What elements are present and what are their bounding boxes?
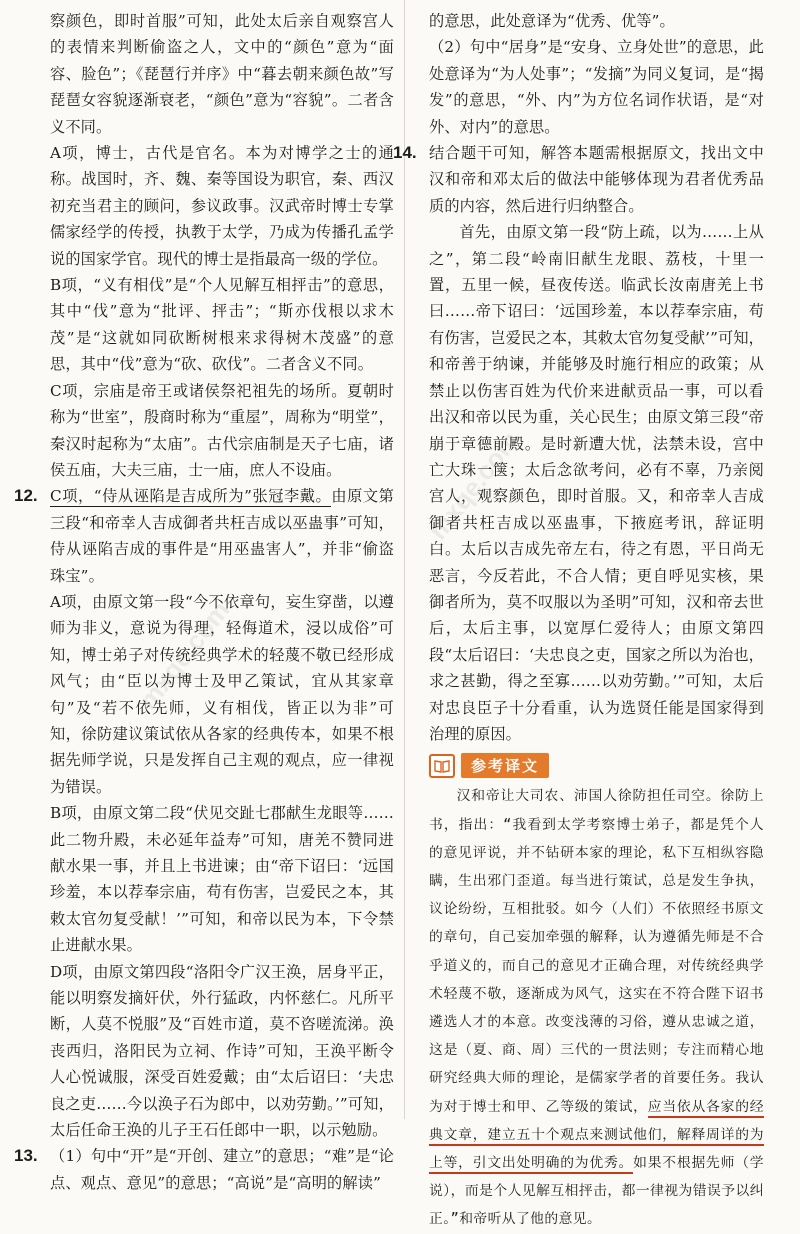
paragraph: A项，博士，古代是官名。本为对博学之士的通称。战国时，齐、魏、秦等国设为职官，秦、西汉初充当君主的顾问，参议政事。汉武帝时博士专掌儒家经学的传授，执教于太学，乃成为传播孔孟学说的国家学官。现代的博士是指最高一级的学位。: [50, 144, 394, 268]
question-13: [14, 1143, 394, 1196]
book-icon-svg: [434, 759, 450, 773]
paragraph: （2）句中“居身”是“安身、立身处世”的意思，此处意译为“为人处事”；“发摘”为同义复词，是“揭发”的意思，“外、内”为方位名词作状语，是“对外、对内”的意思。: [429, 38, 764, 136]
paragraph: 察颜色，即时首服”可知，此处太后亲自观察宫人的表情来判断偷盗之人，文中的“颜色”意为“面容、脸色”；《琵琶行并序》中“暮去朝来颜色故”写琵琶女容貌逐渐衰老，“颜色”意为“容貌”。二者含义不同。: [50, 12, 394, 136]
paragraph: B项，“义有相伐”是“个人见解互相抨击”的意思，其中“伐”意为“批评、抨击”；“斯亦伐根以求木茂”是“这就如同砍断树根来求得树木茂盛”的意思，其中“伐”意为“砍、砍伐”。二者含义不同。: [50, 276, 394, 374]
paragraph: B项，由原文第二段“伏见交趾七郡献生龙眼等……此二物升殿，未必延年益寿”可知，唐羌不赞同进献水果一事，并且上书进谏；由“帝下诏曰：‘远国珍羞，本以荐奉宗庙，苟有伤害，岂爱民之本，其敕太官勿复受献！’”可知，和帝以民为本，下令禁止进献水果。: [50, 804, 394, 955]
translation-part: 汉和帝让大司农、沛国人徐防担任司空。徐防上书，指出：“我看到太学考察博士弟子，都是凭个人的意见评说，并不钻研本家的理论，私下互相纵容隐瞒，生出邪门歪道。每当进行策试，总是发生争执，议论纷纷，互相批驳。如今（人们）不依照经书原文的章句，自己妄加牵强的解释，认为遵循先师是不合乎道义的，而自己的意见才正确合理，对传统经典学术轻蔑不敬，逐渐成为风气，这实在不符合陛下诏书遴选人才的本意。改变浅薄的习俗，遵从忠诚之道，这是（夏、商、周）三代的一贯法则；专注而精心地研究经典大师的理论，是儒家学者的首要任务。我认为对于博士和甲、乙等级的策试，: [429, 788, 764, 1115]
question-12: [14, 483, 394, 1143]
watermark: mxqe.com: [422, 425, 526, 546]
right-column: [393, 0, 800, 1228]
answer-explanation: 由原文第三段“和帝幸人吉成御者共枉吉成以巫蛊事”可知，侍从诬陷吉成的事件是“用巫蛊害人”，并非“偷盗珠宝”。: [50, 487, 394, 585]
underlined-answer: C项，“侍从诬陷是吉成所为”张冠李戴。: [50, 487, 332, 506]
question-number: 12.: [14, 486, 38, 506]
paragraph: 结合题干可知，解答本题需根据原文，找出文中汉和帝和邓太后的做法中能够体现为君者优秀品质的内容，然后进行归纳整合。: [429, 144, 764, 215]
question-number: 14.: [393, 143, 417, 163]
paragraph: [50, 483, 394, 589]
translation-label: 参考译文: [461, 753, 549, 778]
paragraph: C项，宗庙是帝王或诸侯祭祀祖先的场所。夏朝时称为“世室”，殷商时称为“重屋”，周称为“明堂”，秦汉时起称为“太庙”。古代宗庙制是天子七庙，诸侯五庙，大夫三庙，士一庙，庶人不设庙。: [50, 381, 394, 479]
watermark: mxqe.com: [132, 595, 236, 716]
paragraph: D项，由原文第四段“洛阳令广汉王涣，居身平正，能以明察发摘奸伏，外行猛政，内怀慈仁。凡所平断，人莫不悦服”及“百姓市道，莫不咨嗟流涕。涣丧西归，洛阳民为立祠、作诗”可知，王涣平断令人心悦诚服，深受百姓爱戴；由“太后诏曰：‘夫忠良之吏……今以涣子石为郎中，以劝劳勤。’”可知，太后任命王涣的儿子王石任郎中一职，以示勉励。: [50, 962, 394, 1140]
translation-part: 如果不根据先师（学说），而是个人见解互相抨击，都一律视为错误予以纠正。”和帝听从了他的意见。: [429, 1155, 764, 1228]
paragraph: A项，由原文第一段“今不依章句，妄生穿凿，以遵师为非义，意说为得理，轻侮道术，浸以成俗”可知，博士弟子对传统经典学术的轻蔑不敬已经形成风气；由“臣以为博士及甲乙策试，宜从其家章句”及“若不依先师，义有相伐，皆正以为非”可知，徐防建议策试依从各家的经典传本，如果不根据先师学说，只是发挥自己主观的观点，应一律视为错误。: [50, 592, 394, 796]
paragraph: 的意思，此处意译为“优秀、优等”。: [429, 12, 675, 30]
translation-badge: [429, 753, 549, 778]
translation-text: [429, 782, 764, 1233]
question-number: 13.: [14, 1146, 38, 1166]
book-icon: [429, 754, 455, 778]
left-column: [0, 0, 404, 1192]
paragraph: （1）句中“开”是“开创、建立”的意思；“难”是“论点、观点、意见”的意思；“高说”是“高明的解读”: [50, 1147, 394, 1192]
paragraph: 首先，由原文第一段“防上疏，以为……上从之”，第二段“岭南旧献生龙眼、荔枝，十里一置，五里一候，昼夜传送。临武长汝南唐羌上书曰……帝下诏曰：‘远国珍羞，本以荐奉宗庙，苟有伤害，岂爱民之本，其敕太官勿复受献’”可知，和帝善于纳谏，并能够及时施行相应的政策；从禁止以伤害百姓为代价来进献贡品一事，可以看出汉和帝以民为重，关心民生；由原文第三段“帝崩于章德前殿。是时新遭大忧，法禁未设，宫中亡大珠一箧；太后念欲考问，必有不辜，乃亲阅宫人，观察颜色，即时首服。又，和帝幸人吉成御者共枉吉成以巫蛊事，下掖庭考讯，辞证明白。太后以吉成先帝左右，待之有恩，平日尚无恶言，今反若此，不合人情；更自呼见实核，果御者所为，莫不叹服以为圣明”可知，汉和帝去世后，太后主事，以宽厚仁爱待人；由原文第四段“太后诏曰：‘夫忠良之吏，国家之所以为治也，求之甚勤，得之至寡……以劝劳勤。’”可知，太后对忠良臣子十分看重，认为选贤任能是国家得到治理的原因。: [429, 223, 764, 743]
underlined-translation: 应当依从各家的经典文章，建立五十个观点来测试他们，解释周详的为上等，引文出处明确的为优秀。: [429, 1099, 764, 1174]
question-14: [393, 140, 764, 747]
